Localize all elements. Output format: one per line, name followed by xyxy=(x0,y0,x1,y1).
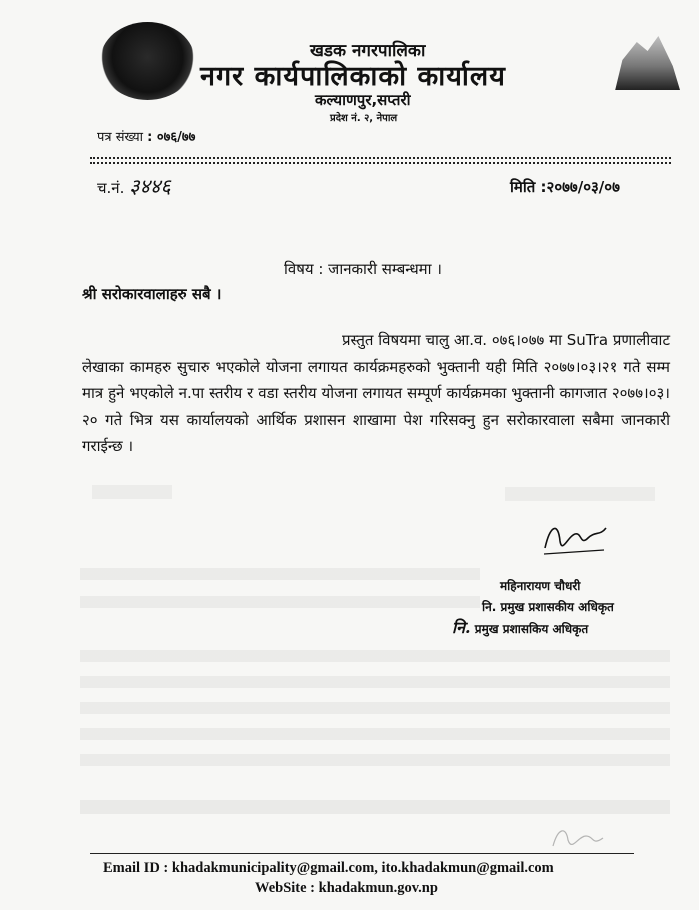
letter-number xyxy=(97,127,195,145)
dispatch-number xyxy=(97,172,171,199)
dispatch-label: च.नं. xyxy=(97,179,125,197)
signature-mark xyxy=(540,516,610,558)
header-divider-2 xyxy=(90,162,671,164)
bleed-through-text-block xyxy=(80,568,480,608)
letter-number-label: पत्र संख्या xyxy=(97,130,143,145)
bleed-through-text-block xyxy=(80,650,670,780)
addressee: श्री सरोकारवालाहरु सबै । xyxy=(82,285,222,303)
header-divider xyxy=(90,157,671,159)
footer-website: WebSite : khadakmun.gov.np xyxy=(255,880,438,896)
signatory-designation: नि. प्रमुख प्रशासकीय अधिकृत xyxy=(482,600,614,614)
date-value: २०७७/०३/०७ xyxy=(546,178,620,196)
bleed-through-text-block xyxy=(80,800,670,814)
bleed-through-mark xyxy=(505,487,655,501)
letter-body xyxy=(82,327,670,460)
body-paragraph: प्रस्तुत विषयमा चालु आ.व. ०७६।०७७ मा SuTra प्रणालीवाट लेखाका कामहरु सुचारु भएकोले योजना लगायत कार्यक्रमहरुको भुक्तानी यही मिति २०७७।०३।२१ गते सम्म मात्र हुने भएकोले न.पा स्तरीय र वडा स्तरीय योजना लगायत सम्पूर्ण कार्यक्रमका भुक्तानी कागजात २०७७।०३।२० गते भित्र यस कार्यालयको आर्थिक प्रशासन शाखामा पेश गरिसक्नु हुन सरोकारवाला सबैमा जानकारी गराईन्छ । xyxy=(82,331,670,455)
letterhead-province: प्रदेश नं. २, नेपाल xyxy=(330,113,398,124)
subject-line: विषय : जानकारी सम्बन्धमा । xyxy=(284,260,442,278)
footer-email: Email ID : khadakmunicipality@gmail.com, ito.khadakmun@gmail.com xyxy=(103,860,554,876)
official-stamp xyxy=(452,616,588,638)
dispatch-value: ३४४६ xyxy=(129,174,171,198)
signatory-name: महिनारायण चौधरी xyxy=(500,579,581,593)
letterhead-municipality: खडक नगरपालिका xyxy=(310,41,426,61)
letter-number-value: : ०७६/७७ xyxy=(147,130,196,145)
emblem-right-icon xyxy=(608,30,680,90)
letterhead-office: नगर कार्यपालिकाको कार्यालय xyxy=(200,61,506,92)
stamp-initial: नि. xyxy=(452,618,471,637)
date-label: मिति : xyxy=(510,178,547,196)
footer-divider xyxy=(90,853,634,854)
bleed-through-mark xyxy=(92,485,172,499)
municipal-emblem-left xyxy=(100,22,195,100)
letter-date xyxy=(510,177,620,197)
letterhead-address: कल्याणपुर,सप्तरी xyxy=(315,91,411,109)
stamp-text: प्रमुख प्रशासकिय अधिकृत xyxy=(474,622,589,636)
bleed-signature-mark xyxy=(548,818,608,858)
